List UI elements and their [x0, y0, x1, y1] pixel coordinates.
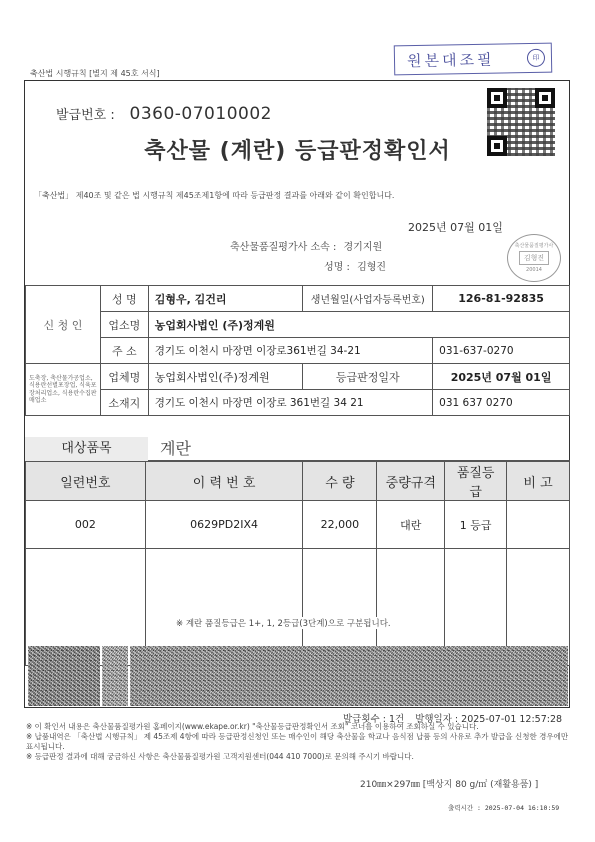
- evaluator-org-label: 축산물품질평가사 소속 :: [230, 242, 337, 253]
- evaluator-org: [230, 238, 382, 253]
- issue-count: 발급횟수 : 1건: [343, 714, 405, 725]
- facility-row-address: [26, 390, 570, 416]
- row-remarks: [507, 501, 570, 549]
- header-trace-no: 이 력 번 호: [145, 462, 303, 501]
- seal-bottom-text: 20014: [526, 267, 542, 274]
- applicant-phone-value: 031-637-0270: [433, 338, 570, 364]
- document-title: 축산물 (계란) 등급판정확인서: [144, 139, 451, 164]
- grade-note: ※ 계란 품질등급은 1+, 1, 2등급(3단계)으로 구분됩니다.: [172, 617, 395, 629]
- applicant-row-company: [26, 312, 570, 338]
- product-label: 대상품목: [25, 437, 148, 461]
- security-pattern-right: [130, 646, 568, 706]
- evaluator-seal: [507, 234, 561, 282]
- security-pattern-logo: [102, 646, 128, 706]
- footer-note-1: ※ 이 확인서 내용은 축산물품질평가원 홈페이지(www.ekape.or.kr) "축산물등급판정확인서 조회" 코너를 이용하여 조회하실 수 있습니다.: [26, 722, 479, 731]
- applicant-row-name: [26, 286, 570, 312]
- stamp-text: 원본대조필: [406, 50, 495, 70]
- row-serial: 002: [26, 501, 146, 549]
- grade-date-label: 등급판정일자: [303, 364, 433, 390]
- birth-value: 126-81-92835: [433, 286, 570, 312]
- header-weight-spec: 중량규격: [377, 462, 445, 501]
- facility-phone-value: 031 637 0270: [433, 390, 570, 416]
- applicant-name-label: 성 명: [100, 286, 148, 312]
- facility-address-label: 소재지: [100, 390, 148, 416]
- intro-text: 「축산법」 제40조 및 같은 법 시행규칙 제45조제1항에 따라 등급판정 결과를 아래와 같이 확인합니다.: [34, 191, 395, 200]
- issue-number-label: 발급번호 :: [56, 108, 115, 123]
- applicant-address-label: 주 소: [100, 338, 148, 364]
- grade-table-header: [26, 462, 570, 501]
- header-quantity: 수 량: [303, 462, 377, 501]
- footer-note-3: ※ 등급판정 결과에 대해 궁금하신 사항은 축산물품질평가원 고객지원센터(044 410 7000)로 문의해 주시기 바랍니다.: [26, 752, 414, 762]
- print-time: 출력시간 : 2025-07-04 16:10:59: [448, 804, 560, 812]
- applicant-company-value: 농업회사법인 (주)정계원: [148, 312, 569, 338]
- footer-note-2: ※ 납품내역은 「축산법 시행규칙」 제 45조제 4항에 따라 등급판정신청인 또는 매수인이 해당 축산물을 학교나 음식점 납품 등의 사유로 추가 발급을 신청한 경우에만 표시됩니다.: [26, 732, 569, 752]
- facility-company-value: 농업회사법인(주)정계원: [148, 364, 303, 390]
- issue-number: [56, 104, 272, 124]
- grade-table: [25, 461, 570, 666]
- seal-icon: 印: [527, 49, 545, 67]
- header-quality-grade: 품질등급: [445, 462, 507, 501]
- grade-date-value: 2025년 07월 01일: [433, 364, 570, 390]
- applicant-name-value: 김형우, 김건리: [148, 286, 303, 312]
- table-row: [26, 501, 570, 549]
- security-pattern-left: [28, 646, 100, 706]
- form-reference: 축산법 시행규칙 [별지 제 45호 서식]: [30, 69, 160, 78]
- row-weight-spec: 대란: [377, 501, 445, 549]
- paper-spec: 210㎜×297㎜ [백상지 80 g/㎡ (재활용품) ]: [360, 780, 539, 790]
- seal-name: 김형진: [519, 251, 549, 265]
- seal-top-text: 축산물품질평가사: [514, 242, 554, 249]
- applicant-company-label: 업소명: [100, 312, 148, 338]
- original-verified-stamp: [394, 43, 552, 76]
- issue-date: 2025년 07월 01일: [408, 221, 503, 234]
- certificate-table: [25, 285, 570, 416]
- applicant-section-label: 신 청 인: [26, 286, 101, 364]
- issue-time: 발행일자 : 2025-07-01 12:57:28: [415, 714, 563, 725]
- facility-section-label: 도축장, 축산물가공업소, 식용란선별포장업, 식육포장처리업소, 식용란수집판매업소: [26, 364, 101, 416]
- facility-company-label: 업체명: [100, 364, 148, 390]
- header-serial: 일련번호: [26, 462, 146, 501]
- evaluator-name-label: 성명 :: [324, 262, 350, 273]
- applicant-address-value: 경기도 이천시 마장면 이장로361번길 34-21: [148, 338, 432, 364]
- applicant-row-address: [26, 338, 570, 364]
- row-trace-no: 0629PD2IX4: [145, 501, 303, 549]
- product-value: 계란: [160, 439, 191, 458]
- header-remarks: 비 고: [507, 462, 570, 501]
- birth-label: 생년월일(사업자등록번호): [303, 286, 433, 312]
- row-quality-grade: 1 등급: [445, 501, 507, 549]
- evaluator-org-value: 경기지원: [343, 242, 383, 253]
- facility-row-company: [26, 364, 570, 390]
- product-row: [25, 437, 570, 461]
- evaluator-name-value: 김형진: [357, 262, 387, 273]
- footer-notes: [26, 722, 574, 763]
- evaluator-name: [324, 258, 386, 273]
- issue-number-value: 0360-07010002: [129, 104, 272, 124]
- row-quantity: 22,000: [303, 501, 377, 549]
- facility-address-value: 경기도 이천시 마장면 이장로 361번길 34 21: [148, 390, 432, 416]
